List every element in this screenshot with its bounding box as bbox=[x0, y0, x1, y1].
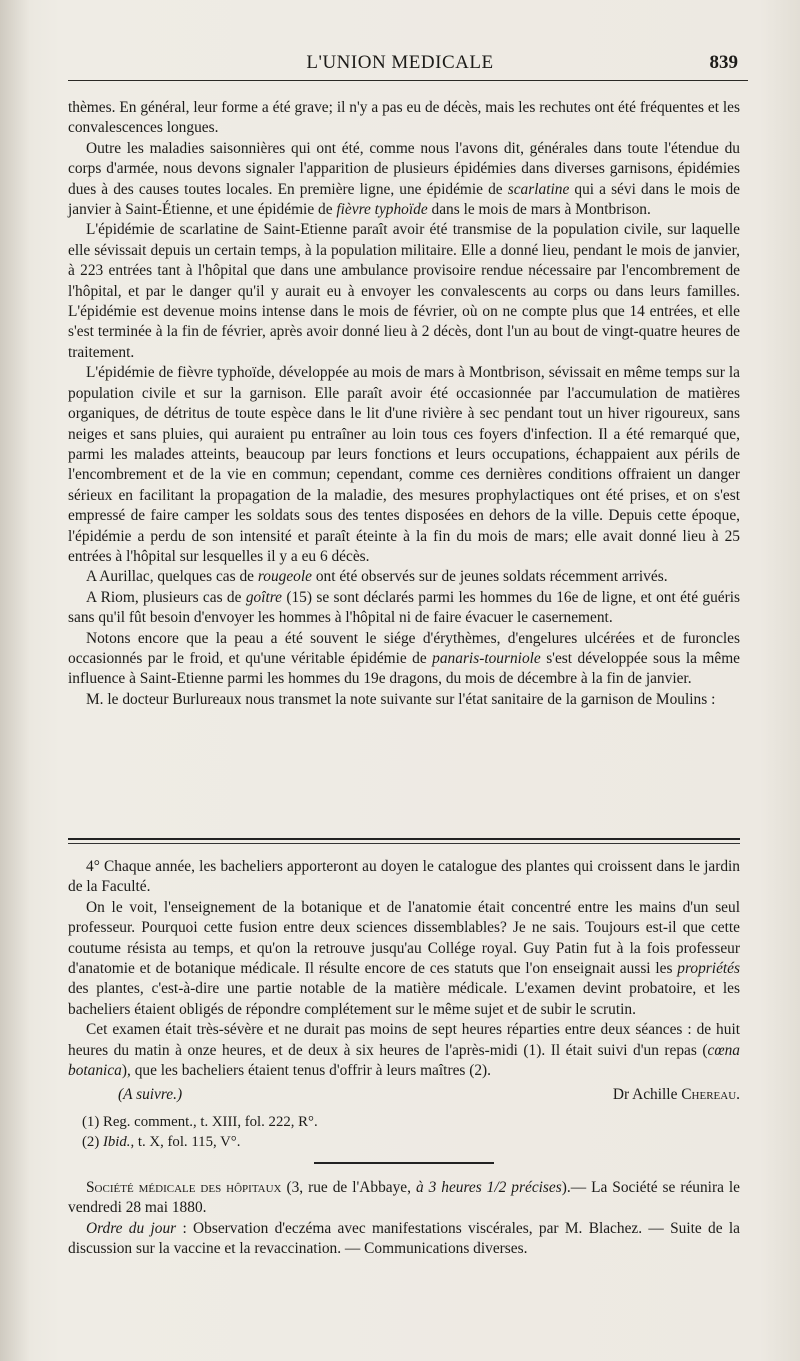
society-name: Société médicale des hôpitaux bbox=[86, 1178, 282, 1196]
text-run: A Aurillac, quelques cas de bbox=[86, 568, 258, 586]
text-run: Outre les maladies saisonnières qui ont été, comme nous l'avons dit, générales dans toute l'étendue du corps d'armée, nous devons signaler l'apparition de plusieurs épidémies dans diverses garnisons, épidémies dues à des causes toutes locales. En première ligne, une épidémie de bbox=[68, 139, 740, 198]
italic-term: scarlatine bbox=[507, 180, 570, 198]
text-run: A Riom, plusieurs cas de bbox=[86, 588, 246, 606]
text-run: dans le mois de mars à Montbrison. bbox=[427, 201, 651, 219]
short-rule bbox=[314, 1162, 494, 1164]
text-run: On le voit, l'enseignement de la botanique et de l'anatomie était concentré entre les mains d'un seul professeur. Pourquoi cette fusion entre deux sciences dissemblables? Je ne sais. Toujours est-il que cette coutume résista au temps, et qu'on la retrouve jusqu'au Collége royal. Guy Patin fut à la fois professeur d'anatomie et de botanique médicale. Il résulte encore de ces statuts que l'on enseignait aussi les bbox=[68, 898, 740, 978]
text-run: (2) bbox=[82, 1133, 103, 1150]
italic-term: fièvre typhoïde bbox=[336, 201, 428, 219]
italic-term: Ibid. bbox=[102, 1133, 131, 1150]
text-run: , t. X, fol. 115, V°. bbox=[130, 1133, 241, 1150]
text-run: (3, rue de l'Abbaye, bbox=[281, 1178, 416, 1196]
paragraph: L'épidémie de fièvre typhoïde, développée au mois de mars à Montbrison, sévissait en même temps sur la population civile et sur la garnison. Elle paraît avoir été occasionnée par l'accumulation de matières organiques, de détritus de toute espèce dans le lit d'une rivière à sec pendant tout un hiver rigoureux, sans neiges et sans pluies, qui auraient pu entraîner au loin tous ces foyers d'infection. Il a été remarqué que, parmi les malades atteints, beaucoup par leurs fonctions et leurs occupations, échappaient aux périls de l'encombrement et de la vie en commun; cependant, comme ces dernières conditions offraient un danger sérieux en facilitant la propagation de la maladie, des mesures prophylactiques ont été prises, et on s'est empressé de faire camper les soldats sous des tentes disposées en dehors de la ville. Depuis cette époque, l'épidémie a perdu de son intensité et paraît éteinte à la fin du mois de mars; elle avait donné lieu à 25 entrées à l'hôpital sur lesquelles il y a eu 6 décès. bbox=[68, 364, 740, 565]
header-rule bbox=[68, 80, 748, 81]
paragraph bbox=[68, 629, 740, 690]
author-surname: Chereau. bbox=[681, 1086, 740, 1104]
text-run: s'est développée sous la même influence à Saint-Etienne parmi les hommes du 19e dragons, du mois de décembre à la fin de janvier. bbox=[68, 649, 740, 688]
society-notice bbox=[68, 1178, 740, 1219]
paragraph: thèmes. En général, leur forme a été grave; il n'y a pas eu de décès, mais les rechutes ont été fréquentes et les convalescences longues. bbox=[68, 99, 740, 137]
agenda-label: Ordre du jour bbox=[86, 1219, 177, 1237]
text-run: ), que les bacheliers étaient tenus d'offrir à leurs maîtres (2). bbox=[121, 1062, 492, 1080]
italic-term: cœna botanica bbox=[68, 1041, 740, 1080]
a-suivre: (A suivre.) bbox=[118, 1086, 183, 1104]
feuilleton-section bbox=[68, 857, 740, 1260]
italic-term: rougeole bbox=[257, 568, 312, 586]
text-run: : Observation d'eczéma avec manifestations viscérales, par M. Blachez. — Suite de la discussion sur la vaccine et la revaccination. — Communications diverses. bbox=[68, 1219, 740, 1258]
agenda-notice bbox=[68, 1219, 740, 1260]
italic-term: goître bbox=[245, 588, 283, 606]
main-article bbox=[68, 98, 740, 710]
paragraph: L'épidémie de scarlatine de Saint-Etienne paraît avoir été transmise de la population civile, sur laquelle elle sévissait depuis un certain temps, à la population militaire. Elle a donné lieu, pendant le mois de janvier, à 223 entrées tant à l'hôpital que dans une ambulance provisoire rendue nécessaire par l'encombrement de l'hôpital, et par le danger qu'il y aurait eu à envoyer les convalescents au corps ou dans leurs familles. L'épidémie est devenue moins intense dans le mois de février, où on ne compte plus que 14 entrées, et elle s'est terminée à la fin de février, après avoir donné lieu à 2 décès, dont l'un au bout de vingt-quatre heures de traitement. bbox=[68, 221, 740, 361]
paragraph bbox=[68, 588, 740, 629]
footnote: (1) Reg. comment., t. XIII, fol. 222, R°. bbox=[82, 1113, 318, 1130]
text-run: Cet examen était très-sévère et ne durait pas moins de sept heures réparties entre deux séances : de huit heures du matin à onze heures, et de deux à six heures de l'après-midi (1). Il était suivi d'un repas ( bbox=[68, 1021, 740, 1059]
text-run: qui a sévi dans le mois de janvier à Saint-Étienne, et une épidémie de bbox=[68, 180, 741, 219]
author-first: Dr Achille bbox=[612, 1086, 682, 1104]
footnotes bbox=[68, 1112, 740, 1152]
section-separator-thin bbox=[68, 843, 740, 844]
paragraph: 4° Chaque année, les bacheliers apporteront au doyen le catalogue des plantes qui croissent dans le jardin de la Faculté. bbox=[68, 858, 740, 896]
paragraph bbox=[68, 139, 740, 221]
text-run: des plantes, c'est-à-dire une partie notable de la matière médicale. L'examen devint probatoire, et les bacheliers étaient obligés de répondre complétement sur le même sujet et de subir le scrutin. bbox=[68, 980, 740, 1018]
italic-term: panaris-tourniole bbox=[432, 649, 541, 667]
text-run: (15) se sont déclarés parmi les hommes du 16e de ligne, et ont été guéris sans qu'il fût besoin d'envoyer les hommes à l'hôpital ni de faire évacuer le casernement. bbox=[68, 588, 740, 627]
text-run: ont été observés sur de jeunes soldats récemment arrivés. bbox=[311, 568, 668, 586]
section-separator bbox=[68, 838, 740, 840]
paragraph bbox=[68, 898, 740, 1020]
paragraph bbox=[68, 1020, 740, 1081]
running-header bbox=[0, 52, 800, 82]
text-run: Notons encore que la peau a été souvent le siége d'érythèmes, d'engelures ulcérées et de furoncles occasionnés par le froid, et qu'une véritable épidémie de bbox=[68, 629, 740, 667]
text-run: ).— La Société se réunira le vendredi 28 mai 1880. bbox=[68, 1178, 740, 1217]
footnote bbox=[82, 1132, 740, 1152]
signature-line bbox=[68, 1085, 740, 1105]
author-signature bbox=[613, 1085, 740, 1105]
italic-term: propriétés bbox=[677, 960, 740, 978]
paragraph bbox=[68, 567, 740, 587]
italic-term: à 3 heures 1/2 précises bbox=[415, 1178, 562, 1196]
page-number: 839 bbox=[709, 52, 738, 73]
paragraph: M. le docteur Burlureaux nous transmet la note suivante sur l'état sanitaire de la garnison de Moulins : bbox=[86, 690, 716, 708]
journal-title: L'UNION MEDICALE bbox=[306, 52, 494, 73]
